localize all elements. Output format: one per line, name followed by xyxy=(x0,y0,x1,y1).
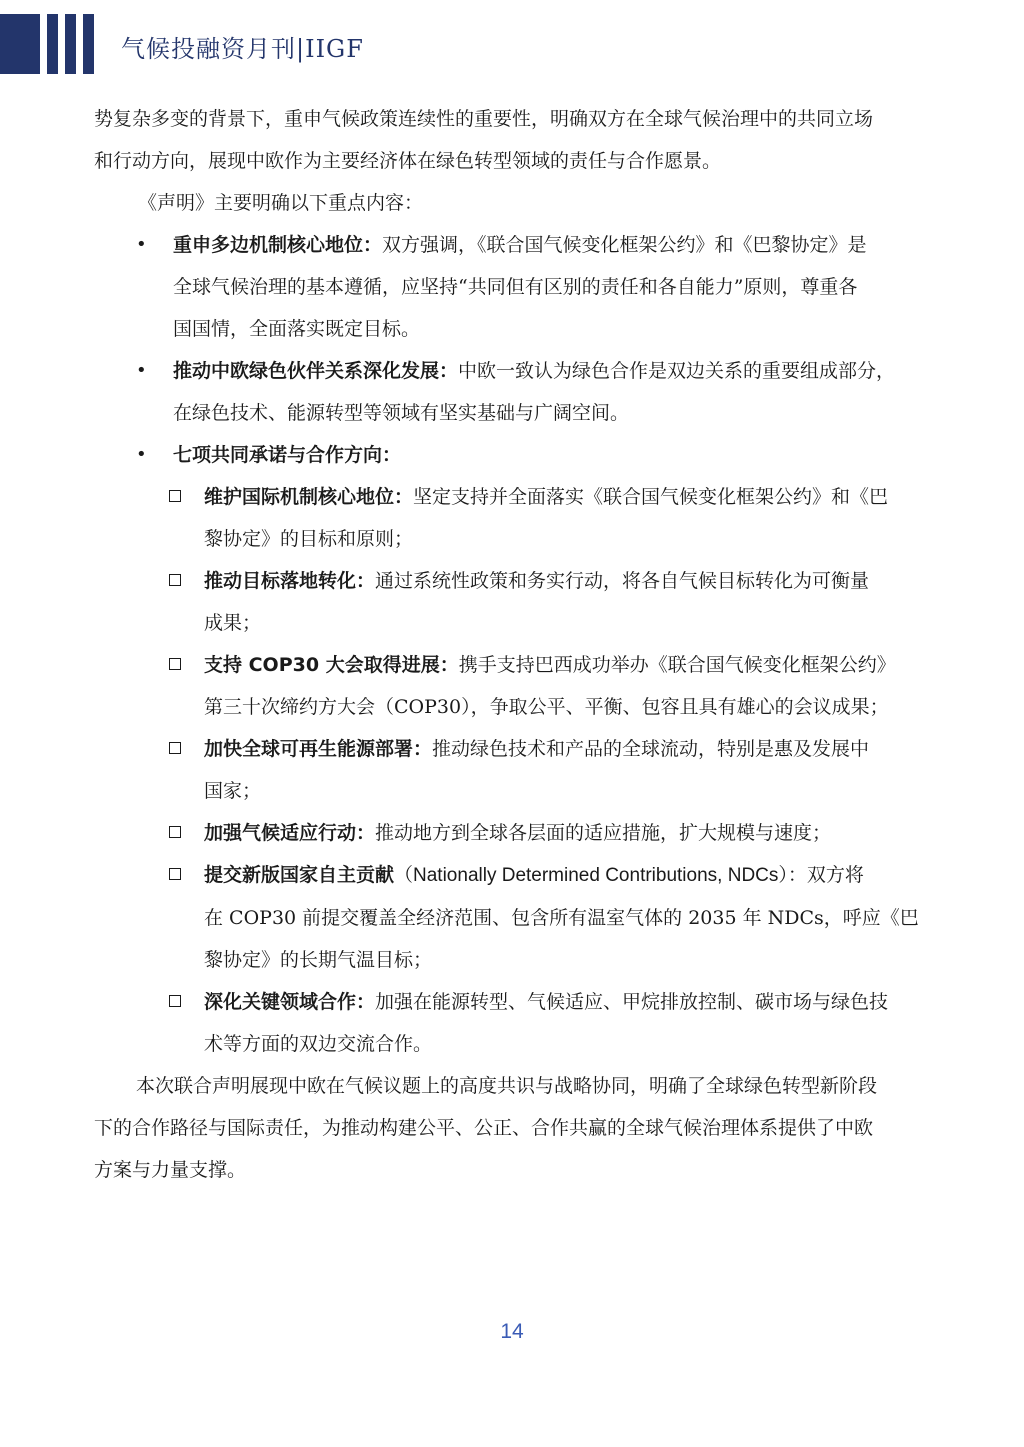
header-bar-block xyxy=(0,14,40,74)
intro-paragraph xyxy=(94,98,940,182)
commitment-item xyxy=(94,476,940,560)
bullet-item xyxy=(94,224,940,350)
checkbox-square-icon xyxy=(169,658,181,670)
commitment-item xyxy=(94,854,940,981)
commitment-title: 提交新版国家自主贡献 xyxy=(204,864,395,886)
checkbox-square-icon xyxy=(169,490,181,502)
commitment-text: 加强在能源转型、气候适应、甲烷排放控制、碳市场与绿色技 xyxy=(375,991,889,1013)
commitment-item xyxy=(94,560,940,644)
text-line: 本次联合声明展现中欧在气候议题上的高度共识与战略协同，明确了全球绿色转型新阶段 xyxy=(136,1075,878,1097)
commitment-title: 加强气候适应行动： xyxy=(204,822,376,844)
commitment-text: 黎协定》的长期气温目标； xyxy=(204,949,433,971)
commitment-title: 深化关键领域合作： xyxy=(204,991,376,1013)
header-title: 气候投融资月刊|IIGF xyxy=(121,35,364,63)
text-line: 方案与力量支撑。 xyxy=(94,1159,247,1181)
bullet-title: 重申多边机制核心地位： xyxy=(173,234,383,256)
text-line: 势复杂多变的背景下，重申气候政策连续性的重要性，明确双方在全球气候治理中的共同立场 xyxy=(94,108,874,130)
bullet-dot-icon: • xyxy=(136,444,147,465)
checkbox-square-icon xyxy=(169,995,181,1007)
lead-sentence: 《声明》主要明确以下重点内容： xyxy=(138,192,424,214)
text-line: 和行动方向，展现中欧作为主要经济体在绿色转型领域的责任与合作愿景。 xyxy=(94,150,722,172)
page-body xyxy=(94,98,940,1191)
commitment-text: 黎协定》的目标和原则； xyxy=(204,528,414,550)
checkbox-square-icon xyxy=(169,826,181,838)
bullet-item xyxy=(94,434,940,476)
header-bar-stripe xyxy=(47,14,58,74)
bullet-text: 在绿色技术、能源转型等领域有坚实基础与广阔空间。 xyxy=(173,402,630,424)
bullet-dot-icon: • xyxy=(136,360,147,381)
header-bar-stripe xyxy=(65,14,76,74)
text-line: 下的合作路径与国际责任，为推动构建公平、公正、合作共赢的全球气候治理体系提供了中欧 xyxy=(94,1117,874,1139)
commitment-item xyxy=(94,981,940,1065)
bullet-dot-icon: • xyxy=(136,234,147,255)
page-number: 14 xyxy=(500,1320,524,1343)
closing-paragraph xyxy=(94,1065,940,1191)
commitment-text: 术等方面的双边交流合作。 xyxy=(204,1033,433,1055)
bullet-text: 国国情，全面落实既定目标。 xyxy=(173,318,421,340)
commitment-title: 支持 COP30 大会取得进展： xyxy=(204,654,459,676)
commitment-text: 坚定支持并全面落实《联合国气候变化框架公约》和《巴 xyxy=(413,486,889,508)
bullet-title: 推动中欧绿色伙伴关系深化发展： xyxy=(173,360,459,382)
commitment-text: 携手支持巴西成功举办《联合国气候变化框架公约》 xyxy=(458,654,896,676)
bullet-text: 全球气候治理的基本遵循，应坚持“共同但有区别的责任和各自能力”原则，尊重各 xyxy=(173,276,858,298)
commitment-item xyxy=(94,728,940,812)
commitment-title: 维护国际机制核心地位： xyxy=(204,486,414,508)
commitment-text: （Nationally Determined Contributions, NDCs）：双方将 xyxy=(394,865,864,886)
header-bar-stripe xyxy=(83,14,94,74)
checkbox-square-icon xyxy=(169,868,181,880)
commitment-title: 加快全球可再生能源部署： xyxy=(204,738,433,760)
commitment-item xyxy=(94,812,940,854)
commitment-text: 成果； xyxy=(204,612,262,634)
commitment-item xyxy=(94,644,940,728)
bullet-title: 七项共同承诺与合作方向： xyxy=(173,444,402,466)
bullet-item xyxy=(94,350,940,434)
commitment-text: 通过系统性政策和务实行动，将各自气候目标转化为可衡量 xyxy=(375,570,870,592)
commitment-text: 第三十次缔约方大会（COP30），争取公平、平衡、包容且具有雄心的会议成果； xyxy=(204,696,889,718)
commitment-text: 在 COP30 前提交覆盖全经济范围、包含所有温室气体的 2035 年 NDCs，呼应《巴 xyxy=(204,907,919,929)
commitment-text: 推动绿色技术和产品的全球流动，特别是惠及发展中 xyxy=(432,738,870,760)
checkbox-square-icon xyxy=(169,574,181,586)
commitment-text: 推动地方到全球各层面的适应措施，扩大规模与速度； xyxy=(375,822,832,844)
commitment-text: 国家； xyxy=(204,780,262,802)
commitment-title: 推动目标落地转化： xyxy=(204,570,376,592)
bullet-text: 中欧一致认为绿色合作是双边关系的重要组成部分， xyxy=(458,360,896,382)
bullet-text: 双方强调，《联合国气候变化框架公约》和《巴黎协定》是 xyxy=(382,234,867,256)
checkbox-square-icon xyxy=(169,742,181,754)
